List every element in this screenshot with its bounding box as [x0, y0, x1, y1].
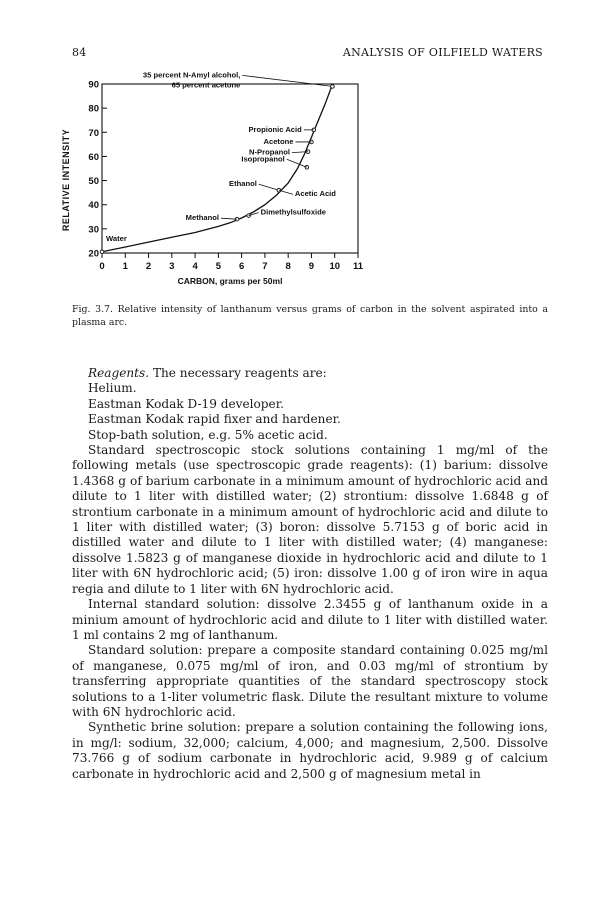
- standard-solution-paragraph: Standard solution: prepare a composite standard containing 0.025 mg/ml of manganese, 0.075 mg/ml of iron, and 0.03 mg/ml of strontium by transferring appropriate quantities of the standard spectroscopy stock solutions to a 1-liter volumetric flask. Dilute the resultant mixture to volume with 6N hydrochloric acid.: [72, 643, 548, 719]
- x-tick-label: 11: [352, 261, 364, 272]
- reagents-list: [72, 381, 548, 443]
- running-header: [72, 46, 543, 60]
- x-tick-label: 5: [215, 261, 222, 272]
- solvent-label: Water: [106, 233, 127, 243]
- y-axis-label: RELATIVE INTENSITY: [61, 128, 71, 232]
- x-tick-label: 0: [99, 261, 105, 272]
- x-axis: [99, 253, 363, 272]
- plot-border: [102, 84, 358, 253]
- leader-line: [242, 75, 332, 86]
- reagents-intro: The necessary reagents are:: [152, 366, 327, 380]
- x-tick-label: 10: [329, 261, 341, 272]
- running-title: ANALYSIS OF OILFIELD WATERS: [342, 46, 543, 59]
- leader-line: [221, 218, 237, 219]
- x-tick-label: 9: [308, 261, 315, 272]
- reagent-item: Helium.: [88, 381, 137, 396]
- intensity-curve: [102, 88, 331, 252]
- leader-line: [287, 159, 307, 167]
- solvent-labels: [106, 70, 336, 242]
- reagent-item: Eastman Kodak rapid fixer and hardener.: [88, 412, 341, 427]
- reagent-item: Stop-bath solution, e.g. 5% acetic acid.: [88, 427, 328, 442]
- y-tick-label: 50: [88, 176, 99, 188]
- solvent-label: Methanol: [185, 213, 219, 223]
- plot-frame: [102, 84, 358, 253]
- intensity-line: [102, 88, 331, 252]
- solvent-point: [331, 85, 335, 89]
- x-tick-label: 4: [192, 261, 198, 272]
- solvent-label: Isopropanol: [241, 154, 285, 164]
- x-tick-label: 7: [262, 261, 268, 272]
- solvent-point: [100, 250, 104, 254]
- solvent-label: Dimethylsulfoxide: [260, 207, 327, 217]
- leader-line: [259, 184, 279, 190]
- y-tick-label: 60: [88, 151, 99, 163]
- reagents-section: [72, 366, 548, 782]
- solvent-label: 65 percent acetone: [171, 80, 241, 90]
- y-tick-label: 40: [88, 200, 99, 212]
- x-tick-label: 8: [285, 261, 291, 272]
- solvent-label: 35 percent N-Amyl alcohol,: [142, 70, 241, 80]
- x-tick-label: 3: [169, 261, 175, 272]
- x-tick-label: 1: [122, 261, 128, 272]
- solvent-label: Acetic Acid: [294, 189, 336, 199]
- y-tick-label: 80: [88, 103, 99, 115]
- solvent-label: N-Propanol: [249, 147, 290, 157]
- y-tick-label: 70: [88, 127, 99, 139]
- y-tick-label: 30: [88, 224, 99, 236]
- synthetic-brine-paragraph: Synthetic brine solution: prepare a solution containing the following ions, in mg/l: sodium, 32,000; calcium, 4,000; and magnesium, 2,500. Dissolve 73.766 g of sodium carbonate in hydrochloric acid, 9.989 g of calcium carbonate in hydrochloric acid and 2,500 g of magnesium metal in: [72, 720, 548, 781]
- relative-intensity-chart: [58, 70, 388, 300]
- x-tick-label: 6: [238, 261, 245, 272]
- reagents-heading: Reagents.: [88, 366, 150, 380]
- x-axis-label: CARBON, grams per 50ml: [177, 276, 283, 286]
- reagents-heading-line: [72, 366, 548, 381]
- internal-standard-paragraph: Internal standard solution: dissolve 2.3455 g of lanthanum oxide in a minium amount of hydrochloric acid and dilute to 1 liter with distilled water. 1 ml contains 2 mg of lanthanum.: [72, 597, 548, 642]
- y-tick-label: 20: [88, 248, 99, 260]
- x-tick-label: 2: [145, 261, 152, 272]
- solvent-label: Acetone: [263, 136, 294, 146]
- leader-line: [279, 190, 293, 194]
- y-axis: [88, 80, 107, 260]
- figure-caption: Fig. 3.7. Relative intensity of lanthanum versus grams of carbon in the solvent aspirated into a plasma arc.: [72, 304, 548, 328]
- solvent-label: Propionic Acid: [248, 124, 302, 134]
- page-number: 84: [72, 46, 87, 59]
- solvent-label: Ethanol: [229, 179, 257, 189]
- y-tick-label: 90: [88, 79, 99, 91]
- reagent-item: Eastman Kodak D-19 developer.: [88, 396, 285, 411]
- stock-solutions-paragraph: Standard spectroscopic stock solutions containing 1 mg/ml of the following metals (use spectroscopic grade reagents): (1) barium: dissolve 1.4368 g of barium carbonate in a minimum amount of hydrochloric acid and dilute to 1 liter with distilled water; (2) strontium: dissolve 1.6848 g of strontium carbonate in a minimum amount of hydrochloric acid and dilute to 1 liter with distilled water; (3) boron: dissolve 5.7153 g of boric acid in distilled water and dilute to 1 liter with distilled water; (4) manganese: dissolve 1.5823 g of manganese dioxide in hydrochloric acid and dilute to 1 liter with 6N hydrochloric acid; (5) iron: dissolve 1.00 g of iron wire in aqua regia and dilute to 1 liter with 6N hydrochloric acid.: [72, 443, 548, 596]
